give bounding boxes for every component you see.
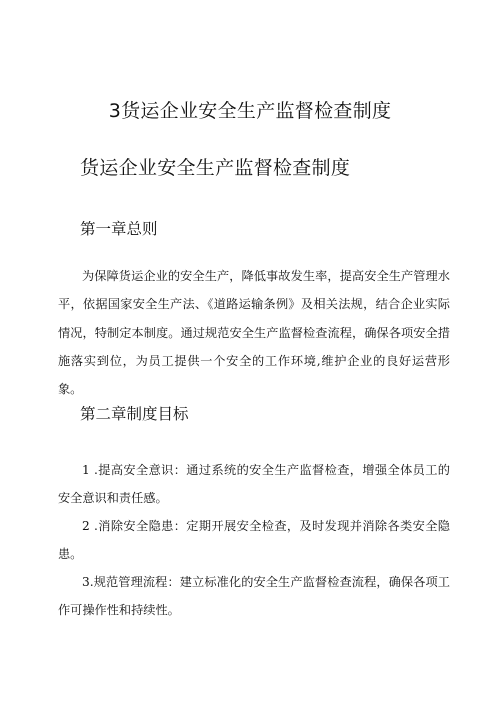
- chapter-2-heading: 第二章制度目标: [80, 405, 189, 423]
- chapter-1-heading: 第一章总则: [80, 220, 158, 238]
- goal-item-3: 3.规范管理流程：建立标准化的安全生产监督检查流程，确保各项工作可操作性和持续性。: [58, 575, 450, 617]
- document-title: 3货运企业安全生产监督检查制度: [108, 100, 392, 122]
- goal-item-1: 1 .提高安全意识：通过系统的安全生产监督检查，增强全体员工的安全意识和责任感。: [58, 463, 450, 505]
- chapter-2-goal-list: [58, 456, 450, 624]
- document-subtitle: 货运企业安全生产监督检查制度: [80, 157, 351, 179]
- chapter-1-paragraph: 为保障货运企业的安全生产，降低事故发生率，提高安全生产管理水平，依据国家安全生产法、《道路运输条例》及相关法规，结合企业实际情况，特制定本制度。通过规范安全生产监督检查流程，确保各项安全措施落实到位，为员工提供一个安全的工作环境,维护企业的良好运营形象。: [58, 269, 450, 397]
- goal-item-2: 2 .消除安全隐患：定期开展安全检查，及时发现并消除各类安全隐患。: [58, 519, 450, 561]
